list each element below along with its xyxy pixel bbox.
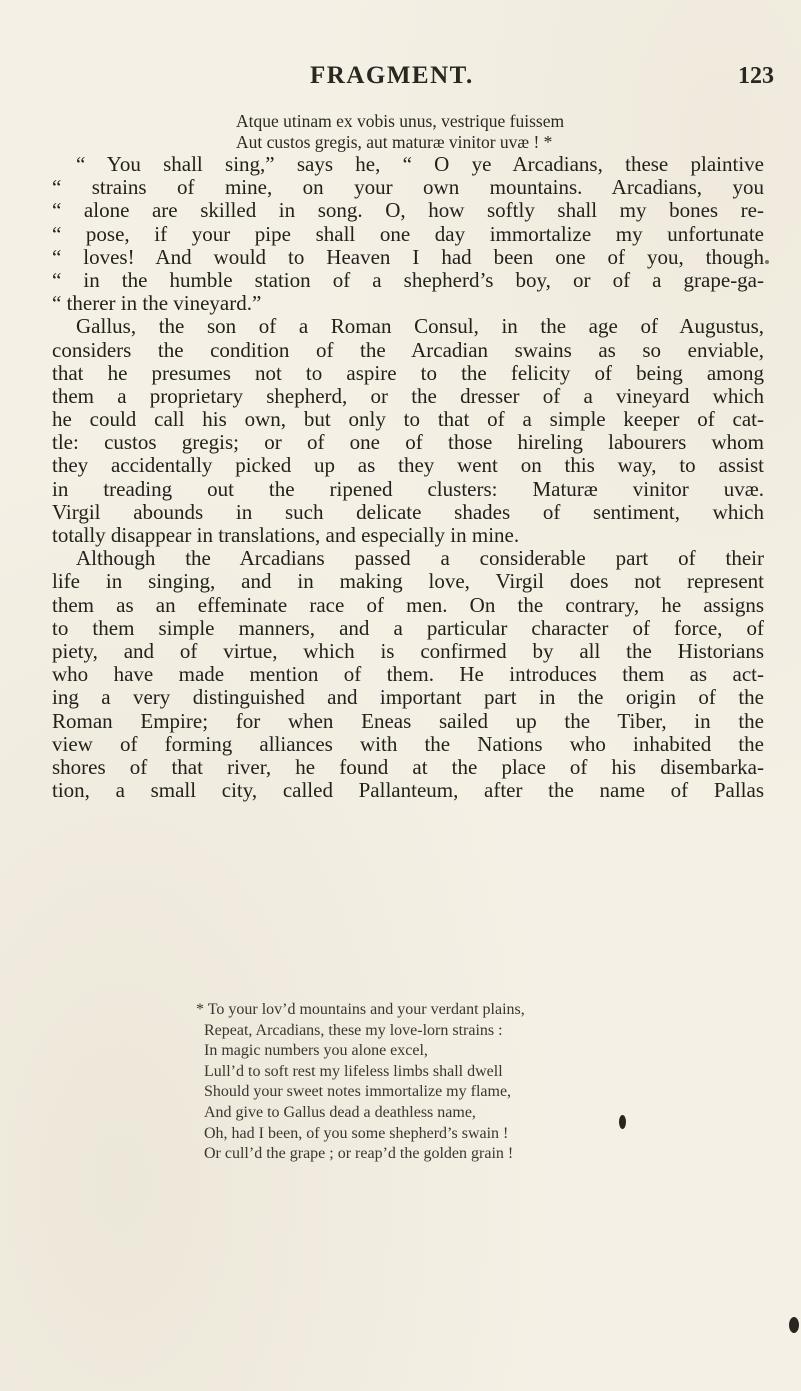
body-line: Virgil abounds in such delicate shades of sentiment, which: [52, 499, 764, 524]
body-line: “ therer in the vineyard.”: [52, 291, 262, 316]
body-line: tion, a small city, called Pallanteum, after the name of Pallas: [52, 778, 764, 803]
footnote-line: Repeat, Arcadians, these my love-lorn strains :: [204, 1021, 503, 1039]
running-head: [0, 62, 801, 98]
body-line: who have made mention of them. He introduces them as act-: [52, 662, 764, 687]
verse-line: Atque utinam ex vobis unus, vestrique fuissem: [236, 111, 565, 131]
body-line: Roman Empire; for when Eneas sailed up the Tiber, in the: [52, 708, 764, 733]
body-line: that he presumes not to aspire to the felicity of being among: [52, 360, 764, 385]
body-line: totally disappear in translations, and especially in mine.: [52, 523, 520, 547]
footnote-line: Or cull’d the grape ; or reap’d the golden grain !: [204, 1145, 514, 1163]
footnote-line: * To your lov’d mountains and your verdant plains,: [196, 1001, 525, 1018]
footnote-line: Oh, had I been, of you some shepherd’s swain !: [204, 1124, 509, 1142]
body-line: considers the condition of the Arcadian swains as so enviable,: [52, 337, 764, 362]
body-line: Although the Arcadians passed a considerable part of their: [76, 546, 764, 571]
body-line: he could call his own, but only to that of a simple keeper of cat-: [52, 407, 764, 432]
ink-speck: [789, 1317, 799, 1333]
running-title: FRAGMENT.: [310, 62, 474, 89]
footnote-line: And give to Gallus dead a deathless name,: [204, 1103, 476, 1121]
footnote-line: In magic numbers you alone excel,: [204, 1042, 428, 1060]
body-line: Gallus, the son of a Roman Consul, in the age of Augustus,: [76, 314, 764, 339]
ink-speck: [765, 260, 769, 264]
body-line: piety, and of virtue, which is confirmed by all the Historians: [52, 638, 764, 663]
body-line: view of forming alliances with the Nations who inhabited the: [52, 731, 764, 756]
body-line: life in singing, and in making love, Virgil does not represent: [52, 569, 764, 594]
page-number: 123: [738, 63, 774, 89]
body-line: “ loves! And would to Heaven I had been one of you, though: [52, 244, 764, 269]
body-line: “ pose, if your pipe shall one day immortalize my unfortunate: [52, 221, 764, 246]
ink-speck: [619, 1115, 626, 1129]
body-line: them as an effeminate race of men. On the contrary, he assigns: [52, 592, 764, 617]
body-line: “ strains of mine, on your own mountains. Arcadians, you: [52, 175, 764, 200]
footnote-verse: [196, 1000, 525, 1165]
footnote-line: Should your sweet notes immortalize my flame,: [204, 1083, 512, 1101]
body-line: them a proprietary shepherd, or the dresser of a vineyard which: [52, 383, 764, 408]
footnote-line: Lull’d to soft rest my lifeless limbs shall dwell: [204, 1062, 503, 1080]
body-line: ing a very distinguished and important part in the origin of the: [52, 685, 764, 710]
body-line: “ alone are skilled in song. O, how softly shall my bones re-: [52, 198, 764, 223]
body-line: “ in the humble station of a shepherd’s boy, or of a grape-ga-: [52, 267, 764, 292]
latin-verse-quotation: [236, 111, 564, 153]
body-text: [52, 153, 764, 802]
body-line: “ You shall sing,” says he, “ O ye Arcadians, these plaintive: [76, 152, 764, 176]
body-line: shores of that river, he found at the place of his disembarka-: [52, 754, 764, 779]
body-line: tle: custos gregis; or of one of those hireling labourers whom: [52, 430, 764, 455]
body-line: they accidentally picked up as they went on this way, to assist: [52, 453, 764, 478]
verse-line: Aut custos gregis, aut maturæ vinitor uvæ ! *: [236, 132, 553, 152]
body-line: to them simple manners, and a particular character of force, of: [52, 615, 764, 640]
body-line: in treading out the ripened clusters: Maturæ vinitor uvæ.: [52, 476, 764, 501]
